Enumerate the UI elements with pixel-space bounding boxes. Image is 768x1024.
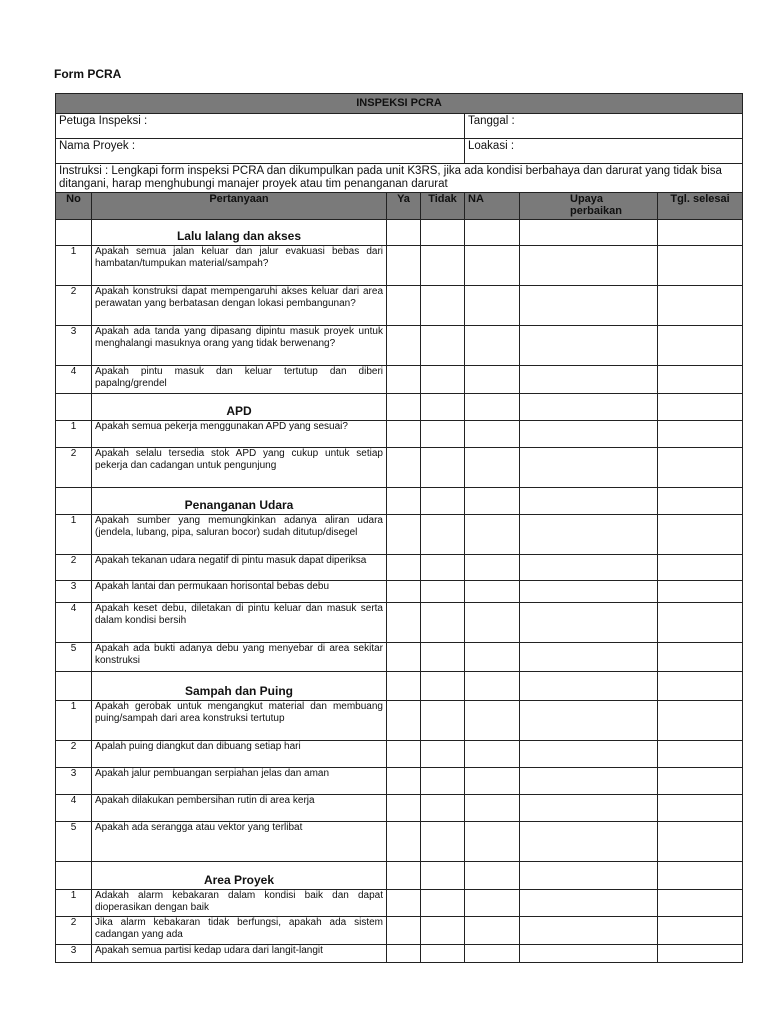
tgl-selesai-field[interactable] <box>658 795 743 822</box>
na-cell <box>465 220 520 246</box>
upaya-perbaikan-field[interactable] <box>520 581 658 603</box>
upaya-perbaikan-field[interactable] <box>520 822 658 862</box>
ya-cell <box>387 672 421 701</box>
na-checkbox-cell[interactable] <box>465 581 520 603</box>
question-text: Apakah gerobak untuk mengangkut material dan membuang puing/sampah dari area konstruksi tertutup <box>92 701 387 741</box>
tidak-cell <box>421 862 465 890</box>
ya-cell <box>387 394 421 421</box>
upaya-perbaikan-field[interactable] <box>520 917 658 945</box>
question-text: Apakah selalu tersedia stok APD yang cukup untuk setiap pekerja dan cadangan untuk pengunjung <box>92 448 387 488</box>
question-row <box>56 555 743 581</box>
question-text: Apakah tekanan udara negatif di pintu masuk dapat diperiksa <box>92 555 387 581</box>
question-row <box>56 286 743 326</box>
section-no-cell <box>56 220 92 246</box>
tidak-cell <box>421 394 465 421</box>
ya-checkbox-cell[interactable] <box>387 917 421 945</box>
tgl-cell <box>658 488 743 515</box>
ya-checkbox-cell[interactable] <box>387 555 421 581</box>
tgl-selesai-field[interactable] <box>658 448 743 488</box>
ya-checkbox-cell[interactable] <box>387 326 421 366</box>
ya-checkbox-cell[interactable] <box>387 643 421 672</box>
tgl-selesai-field[interactable] <box>658 890 743 917</box>
inspector-field[interactable]: Petuga Inspeksi : <box>56 114 465 139</box>
title-row <box>56 94 743 114</box>
question-row <box>56 581 743 603</box>
na-checkbox-cell[interactable] <box>465 917 520 945</box>
question-text: Apakah pintu masuk dan keluar tertutup dan diberi papalng/grendel <box>92 366 387 394</box>
tidak-checkbox-cell[interactable] <box>421 795 465 822</box>
upaya-perbaikan-field[interactable] <box>520 795 658 822</box>
question-number: 4 <box>56 366 92 394</box>
upaya-perbaikan-field[interactable] <box>520 326 658 366</box>
project-name-field[interactable]: Nama Proyek : <box>56 139 465 164</box>
tidak-checkbox-cell[interactable] <box>421 768 465 795</box>
na-checkbox-cell[interactable] <box>465 326 520 366</box>
question-row <box>56 366 743 394</box>
section-no-cell <box>56 862 92 890</box>
tgl-selesai-field[interactable] <box>658 603 743 643</box>
question-row <box>56 246 743 286</box>
section-title: Lalu lalang dan akses <box>92 220 387 246</box>
na-cell <box>465 488 520 515</box>
question-number: 3 <box>56 326 92 366</box>
ya-checkbox-cell[interactable] <box>387 603 421 643</box>
question-number: 1 <box>56 890 92 917</box>
question-row <box>56 448 743 488</box>
instruction-text: Instruksi : Lengkapi form inspeksi PCRA dan dikumpulkan pada unit K3RS, jika ada kondisi berbahaya dan darurat yang tidak bisa ditangani, harap menghubungi manajer proyek atau tim penanganan darurat <box>56 164 743 193</box>
question-text: Apakah lantai dan permukaan horisontal bebas debu <box>92 581 387 603</box>
question-number: 2 <box>56 917 92 945</box>
na-cell <box>465 394 520 421</box>
na-checkbox-cell[interactable] <box>465 515 520 555</box>
tidak-checkbox-cell[interactable] <box>421 945 465 963</box>
question-row <box>56 890 743 917</box>
tidak-checkbox-cell[interactable] <box>421 890 465 917</box>
tidak-checkbox-cell[interactable] <box>421 603 465 643</box>
upaya-perbaikan-field[interactable] <box>520 448 658 488</box>
ya-checkbox-cell[interactable] <box>387 366 421 394</box>
na-checkbox-cell[interactable] <box>465 366 520 394</box>
tidak-checkbox-cell[interactable] <box>421 917 465 945</box>
ya-checkbox-cell[interactable] <box>387 768 421 795</box>
tgl-selesai-field[interactable] <box>658 741 743 768</box>
ya-checkbox-cell[interactable] <box>387 741 421 768</box>
upaya-cell <box>520 488 658 515</box>
ya-checkbox-cell[interactable] <box>387 286 421 326</box>
question-text: Jika alarm kebakaran tidak berfungsi, apakah ada sistem cadangan yang ada <box>92 917 387 945</box>
question-text: Apakah ada serangga atau vektor yang terlibat <box>92 822 387 862</box>
col-no: No <box>56 193 92 220</box>
upaya-cell <box>520 672 658 701</box>
question-number: 3 <box>56 768 92 795</box>
question-number: 2 <box>56 555 92 581</box>
section-title: Sampah dan Puing <box>92 672 387 701</box>
na-checkbox-cell[interactable] <box>465 603 520 643</box>
section-row <box>56 862 743 890</box>
inspection-form <box>55 93 742 963</box>
upaya-perbaikan-field[interactable] <box>520 603 658 643</box>
upaya-perbaikan-field[interactable] <box>520 741 658 768</box>
document-label: Form PCRA <box>54 67 122 81</box>
tidak-checkbox-cell[interactable] <box>421 366 465 394</box>
section-title: Area Proyek <box>92 862 387 890</box>
na-checkbox-cell[interactable] <box>465 701 520 741</box>
upaya-cell <box>520 862 658 890</box>
tgl-selesai-field[interactable] <box>658 515 743 555</box>
na-checkbox-cell[interactable] <box>465 795 520 822</box>
tidak-cell <box>421 220 465 246</box>
tidak-cell <box>421 488 465 515</box>
na-checkbox-cell[interactable] <box>465 890 520 917</box>
question-row <box>56 421 743 448</box>
ya-checkbox-cell[interactable] <box>387 795 421 822</box>
upaya-cell <box>520 394 658 421</box>
info-row-2 <box>56 139 743 164</box>
date-field[interactable]: Tanggal : <box>465 114 743 139</box>
tidak-cell <box>421 672 465 701</box>
tgl-cell <box>658 394 743 421</box>
tgl-selesai-field[interactable] <box>658 246 743 286</box>
tidak-checkbox-cell[interactable] <box>421 581 465 603</box>
upaya-perbaikan-field[interactable] <box>520 421 658 448</box>
inspection-table <box>55 93 743 963</box>
col-tidak: Tidak <box>421 193 465 220</box>
question-number: 1 <box>56 246 92 286</box>
na-checkbox-cell[interactable] <box>465 768 520 795</box>
ya-cell <box>387 220 421 246</box>
question-text: Apakah konstruksi dapat mempengaruhi akses keluar dari area perawatan yang berbatasan dengan lokasi pembangunan? <box>92 286 387 326</box>
na-checkbox-cell[interactable] <box>465 822 520 862</box>
tidak-checkbox-cell[interactable] <box>421 421 465 448</box>
question-text: Apakah jalur pembuangan serpiahan jelas dan aman <box>92 768 387 795</box>
na-checkbox-cell[interactable] <box>465 421 520 448</box>
upaya-perbaikan-field[interactable] <box>520 643 658 672</box>
ya-checkbox-cell[interactable] <box>387 701 421 741</box>
section-row <box>56 394 743 421</box>
question-number: 5 <box>56 643 92 672</box>
ya-checkbox-cell[interactable] <box>387 945 421 963</box>
tgl-selesai-field[interactable] <box>658 581 743 603</box>
col-pertanyaan: Pertanyaan <box>92 193 387 220</box>
ya-checkbox-cell[interactable] <box>387 515 421 555</box>
section-row <box>56 488 743 515</box>
question-text: Apakah dilakukan pembersihan rutin di area kerja <box>92 795 387 822</box>
upaya-perbaikan-field[interactable] <box>520 246 658 286</box>
question-row <box>56 701 743 741</box>
section-row <box>56 220 743 246</box>
na-cell <box>465 862 520 890</box>
upaya-perbaikan-field[interactable] <box>520 890 658 917</box>
tidak-checkbox-cell[interactable] <box>421 741 465 768</box>
section-title: Penanganan Udara <box>92 488 387 515</box>
question-text: Apakah semua partisi kedap udara dari langit-langit <box>92 945 387 963</box>
col-ya: Ya <box>387 193 421 220</box>
ya-checkbox-cell[interactable] <box>387 246 421 286</box>
question-number: 1 <box>56 701 92 741</box>
tgl-selesai-field[interactable] <box>658 555 743 581</box>
question-row <box>56 917 743 945</box>
question-row <box>56 768 743 795</box>
section-no-cell <box>56 394 92 421</box>
question-text: Apakah semua pekerja menggunakan APD yang sesuai? <box>92 421 387 448</box>
section-title: APD <box>92 394 387 421</box>
ya-cell <box>387 862 421 890</box>
tidak-checkbox-cell[interactable] <box>421 286 465 326</box>
tidak-checkbox-cell[interactable] <box>421 515 465 555</box>
upaya-perbaikan-field[interactable] <box>520 945 658 963</box>
section-row <box>56 672 743 701</box>
tidak-checkbox-cell[interactable] <box>421 555 465 581</box>
ya-checkbox-cell[interactable] <box>387 421 421 448</box>
question-row <box>56 945 743 963</box>
col-upaya: Upaya perbaikan <box>520 193 658 220</box>
question-number: 2 <box>56 448 92 488</box>
question-number: 4 <box>56 603 92 643</box>
tgl-selesai-field[interactable] <box>658 945 743 963</box>
upaya-perbaikan-field[interactable] <box>520 286 658 326</box>
question-row <box>56 515 743 555</box>
column-header-row <box>56 193 743 220</box>
na-checkbox-cell[interactable] <box>465 555 520 581</box>
tidak-checkbox-cell[interactable] <box>421 701 465 741</box>
question-row <box>56 326 743 366</box>
tgl-cell <box>658 672 743 701</box>
col-na: NA <box>465 193 520 220</box>
question-number: 3 <box>56 581 92 603</box>
tidak-checkbox-cell[interactable] <box>421 822 465 862</box>
instruction-row <box>56 164 743 193</box>
upaya-perbaikan-field[interactable] <box>520 366 658 394</box>
na-checkbox-cell[interactable] <box>465 286 520 326</box>
col-tgl: Tgl. selesai <box>658 193 743 220</box>
question-row <box>56 822 743 862</box>
question-number: 4 <box>56 795 92 822</box>
tgl-selesai-field[interactable] <box>658 822 743 862</box>
question-text: Apalah puing diangkut dan dibuang setiap hari <box>92 741 387 768</box>
upaya-perbaikan-field[interactable] <box>520 768 658 795</box>
tgl-selesai-field[interactable] <box>658 421 743 448</box>
question-text: Adakah alarm kebakaran dalam kondisi baik dan dapat dioperasikan dengan baik <box>92 890 387 917</box>
na-checkbox-cell[interactable] <box>465 246 520 286</box>
ya-checkbox-cell[interactable] <box>387 581 421 603</box>
ya-checkbox-cell[interactable] <box>387 448 421 488</box>
na-cell <box>465 672 520 701</box>
na-checkbox-cell[interactable] <box>465 741 520 768</box>
section-no-cell <box>56 488 92 515</box>
tidak-checkbox-cell[interactable] <box>421 246 465 286</box>
ya-checkbox-cell[interactable] <box>387 890 421 917</box>
ya-cell <box>387 488 421 515</box>
tgl-selesai-field[interactable] <box>658 768 743 795</box>
upaya-perbaikan-field[interactable] <box>520 555 658 581</box>
tgl-selesai-field[interactable] <box>658 366 743 394</box>
question-row <box>56 741 743 768</box>
question-number: 2 <box>56 741 92 768</box>
tgl-selesai-field[interactable] <box>658 643 743 672</box>
upaya-cell <box>520 220 658 246</box>
na-checkbox-cell[interactable] <box>465 643 520 672</box>
question-text: Apakah semua jalan keluar dan jalur evakuasi bebas dari hambatan/tumpukan material/sampah? <box>92 246 387 286</box>
question-text: Apakah sumber yang memungkinkan adanya aliran udara (jendela, lubang, pipa, saluran bocor) sudah ditutup/disegel <box>92 515 387 555</box>
info-row-1 <box>56 114 743 139</box>
form-title: INSPEKSI PCRA <box>56 94 743 114</box>
question-number: 3 <box>56 945 92 963</box>
location-field[interactable]: Loakasi : <box>465 139 743 164</box>
section-no-cell <box>56 672 92 701</box>
question-number: 1 <box>56 515 92 555</box>
tidak-checkbox-cell[interactable] <box>421 326 465 366</box>
question-text: Apakah ada bukti adanya debu yang menyebar di area sekitar konstruksi <box>92 643 387 672</box>
tgl-selesai-field[interactable] <box>658 701 743 741</box>
na-checkbox-cell[interactable] <box>465 945 520 963</box>
question-number: 5 <box>56 822 92 862</box>
question-number: 1 <box>56 421 92 448</box>
question-number: 2 <box>56 286 92 326</box>
tidak-checkbox-cell[interactable] <box>421 643 465 672</box>
tgl-selesai-field[interactable] <box>658 917 743 945</box>
question-text: Apakah ada tanda yang dipasang dipintu masuk proyek untuk menghalangi masuknya orang yang tidak berwenang? <box>92 326 387 366</box>
tgl-cell <box>658 862 743 890</box>
question-row <box>56 603 743 643</box>
tgl-selesai-field[interactable] <box>658 286 743 326</box>
question-row <box>56 795 743 822</box>
question-text: Apakah keset debu, diletakan di pintu keluar dan masuk serta dalam kondisi bersih <box>92 603 387 643</box>
na-checkbox-cell[interactable] <box>465 448 520 488</box>
tgl-selesai-field[interactable] <box>658 326 743 366</box>
upaya-perbaikan-field[interactable] <box>520 515 658 555</box>
upaya-perbaikan-field[interactable] <box>520 701 658 741</box>
tgl-cell <box>658 220 743 246</box>
ya-checkbox-cell[interactable] <box>387 822 421 862</box>
tidak-checkbox-cell[interactable] <box>421 448 465 488</box>
question-row <box>56 643 743 672</box>
